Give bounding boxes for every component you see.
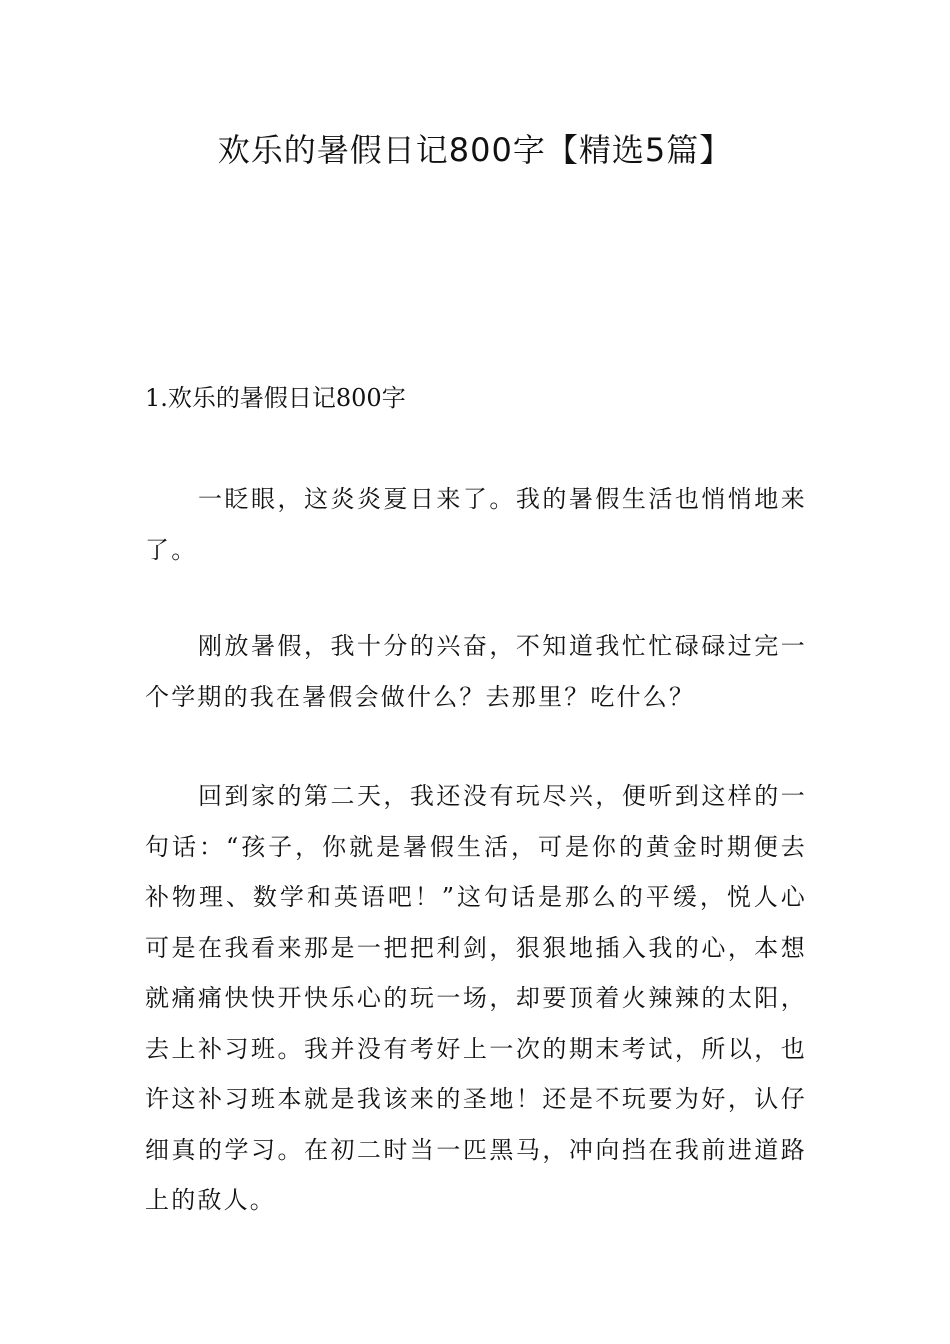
- paragraph-2: 刚放暑假，我十分的兴奋，不知道我忙忙碌碌过完一个学期的我在暑假会做什么？去那里？吃什么？: [145, 632, 807, 711]
- paragraph-3: 回到家的第二天，我还没有玩尽兴，便听到这样的一句话：“孩子，你就是暑假生活，可是你的黄金时期便去补物理、数学和英语吧！”这句话是那么的平缓，悦人心可是在我看来那是一把把利剑，狠狠地插入我的心，本想就痛痛快快开快乐心的玩一场，却要顶着火辣辣的太阳，去上补习班。我并没有考好上一次的期末考试，所以，也许这补习班本就是我该来的圣地！还是不玩要为好，认仔细真的学习。在初二时当一匹黑马，冲向挡在我前进道路上的敌人。: [145, 782, 807, 1214]
- document-title: 欢乐的暑假日记800字【精选5篇】: [217, 131, 733, 169]
- section-heading: 1.欢乐的暑假日记800字: [145, 384, 406, 412]
- paragraph-1: 一眨眼，这炎炎夏日来了。我的暑假生活也悄悄地来了。: [145, 485, 807, 564]
